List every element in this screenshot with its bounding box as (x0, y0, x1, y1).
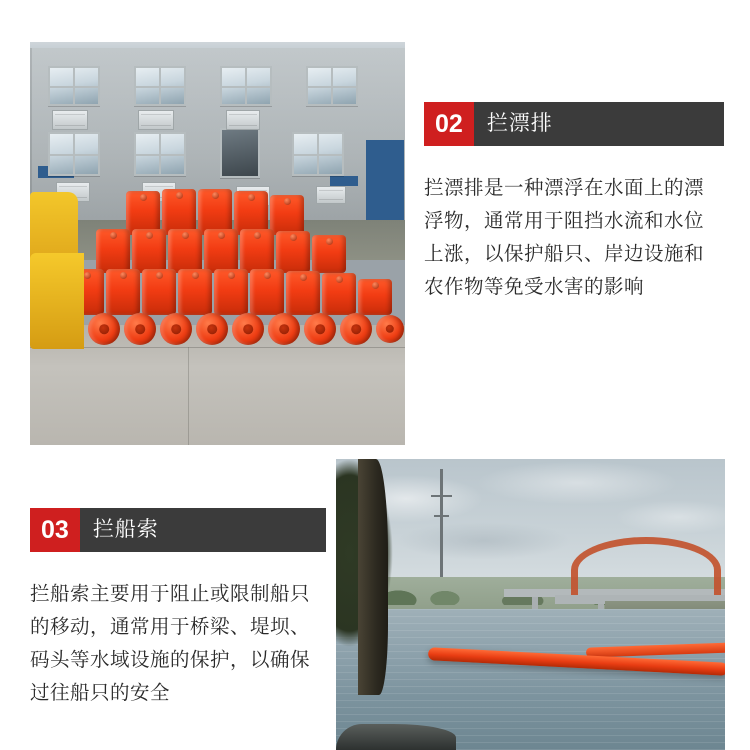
float-drum (204, 229, 238, 273)
float-drum (240, 229, 274, 273)
float-drum-end (160, 313, 192, 345)
float-drum-end (304, 313, 336, 345)
section-heading-03 (30, 508, 326, 552)
float-drum (106, 269, 140, 315)
section-title-02: 拦漂排 (486, 112, 553, 135)
float-drum-pile (30, 189, 405, 349)
float-drum (358, 279, 392, 315)
float-drum (312, 235, 346, 273)
float-drum (132, 229, 166, 273)
building-window (48, 132, 100, 176)
section-number-02: 02 (424, 102, 474, 146)
section-block-02 (424, 102, 724, 304)
section-body-03: 拦船索主要用于阻止或限制船只的移动，通常用于桥梁、堤坝、码头等水域设施的保护，以确保过往船只的安全 (30, 583, 311, 704)
section-number-03: 03 (30, 508, 80, 552)
building-window (292, 132, 344, 176)
float-drum-end (376, 315, 404, 343)
section-photo-02 (30, 42, 405, 445)
float-drum (322, 273, 356, 315)
float-drum-end (88, 313, 120, 345)
building-window (134, 66, 186, 106)
float-drum-end (232, 313, 264, 345)
float-drum (270, 195, 304, 235)
yellow-pontoon (30, 253, 84, 349)
building-window-open (220, 128, 260, 178)
float-drum (250, 269, 284, 315)
arch-bridge (571, 537, 721, 603)
section-body-02: 拦漂排是一种漂浮在水面上的漂浮物，通常用于阻挡水流和水位上涨，以保护船只、岸边设施和农作物等免受水害的影响 (424, 177, 705, 298)
float-drum (96, 229, 130, 273)
air-conditioner-unit (226, 110, 260, 130)
float-drum-end (268, 313, 300, 345)
float-drum (214, 269, 248, 315)
float-drum (286, 271, 320, 315)
building-window (134, 132, 186, 176)
float-drum-end (340, 313, 372, 345)
float-drum (168, 229, 202, 273)
building-window (306, 66, 358, 106)
building-window (48, 66, 100, 106)
float-drum (276, 231, 310, 273)
float-drum (142, 269, 176, 315)
section-photo-03 (336, 459, 725, 750)
building-blue-band (330, 176, 358, 186)
air-conditioner-unit (52, 110, 88, 130)
boat-hull-foreground (336, 724, 456, 750)
section-title-03: 拦船索 (92, 518, 159, 541)
building-window (220, 66, 272, 106)
section-heading-02 (424, 102, 724, 146)
section-block-03 (30, 508, 326, 710)
float-drum-end (196, 313, 228, 345)
air-conditioner-unit (138, 110, 174, 130)
float-drum-end (124, 313, 156, 345)
float-drum (178, 269, 212, 315)
foreground-tree-trunk (358, 459, 388, 695)
